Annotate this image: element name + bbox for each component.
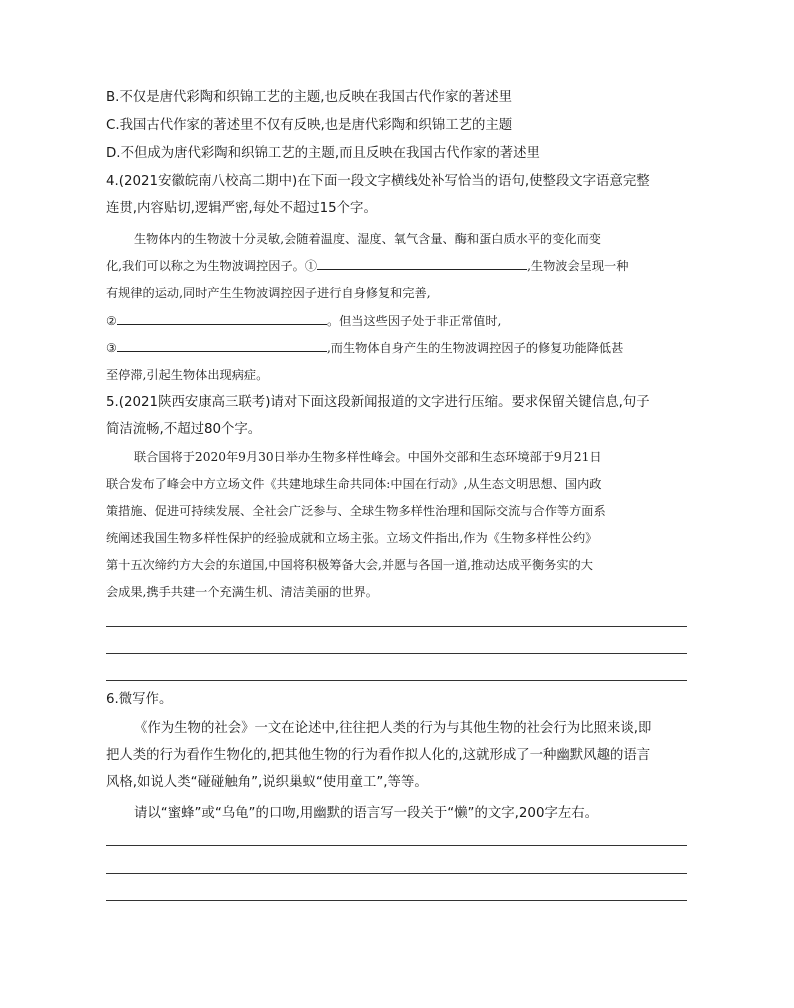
q5-answer-line-1[interactable] <box>106 626 687 627</box>
q4-prompt-line-1: 4.(2021安徽皖南八校高二期中)在下面一段文字横线处补写恰当的语句,使整段文字语意完整 <box>106 174 650 189</box>
q4-passage-line-1: 生物体内的生物波十分灵敏,会随着温度、湿度、氧气含量、酶和蛋白质水平的变化而变 <box>134 232 601 246</box>
q6-answer-line-2[interactable] <box>106 873 687 874</box>
q4-passage-line-4-text-a: ② <box>106 314 117 328</box>
option-c: C.我国古代作家的著述里不仅有反映,也是唐代彩陶和织锦工艺的主题 <box>106 118 513 133</box>
q5-answer-line-2[interactable] <box>106 653 687 654</box>
q6-answer-line-3[interactable] <box>106 900 687 901</box>
q6-answer-line-1[interactable] <box>106 845 687 846</box>
q4-passage-line-6: 至停滞,引起生物体出现病症。 <box>106 368 269 382</box>
q5-passage-line: 第十五次缔约方大会的东道国,中国将积极筹备大会,并愿与各国一道,推动达成平衡务实的大 <box>106 558 593 572</box>
q6-para1-line-1: 《作为生物的社会》一文在论述中,往往把人类的行为与其他生物的社会行为比照来谈,即 <box>134 721 652 736</box>
q4-passage-line-5 <box>106 338 623 358</box>
q4-prompt-line-2: 连贯,内容贴切,逻辑严密,每处不超过15个字。 <box>106 201 377 216</box>
q5-passage-line: 统阐述我国生物多样性保护的经验成就和立场主张。立场文件指出,作为《生物多样性公约》 <box>106 531 598 545</box>
q6-para1-line-3: 风格,如说人类“碰碰触角”,说织巢蚁“使用童工”,等等。 <box>106 775 428 790</box>
q4-passage-line-4-text-b: 。但当这些因子处于非正常值时, <box>326 314 502 328</box>
q4-blank-2[interactable] <box>117 311 327 325</box>
q4-passage-line-4 <box>106 311 501 331</box>
q5-prompt-line-2: 简洁流畅,不超过80个字。 <box>106 422 262 437</box>
q4-passage-line-3: 有规律的运动,同时产生生物波调控因子进行自身修复和完善, <box>106 286 431 300</box>
q5-prompt-line-1: 5.(2021陕西安康高三联考)请对下面这段新闻报道的文字进行压缩。要求保留关键信息,句子 <box>106 395 650 410</box>
q4-passage-line-2 <box>106 256 628 276</box>
q5-passage-line: 策措施、促进可持续发展、全社会广泛参与、全球生物多样性治理和国际交流与合作等方面系 <box>106 504 606 518</box>
q6-title: 6.微写作。 <box>106 692 173 707</box>
q5-passage-line: 联合发布了峰会中方立场文件《共建地球生命共同体:中国在行动》,从生态文明思想、国内政 <box>106 477 602 491</box>
q4-passage-line-2-text-a: 化,我们可以称之为生物波调控因子。① <box>106 259 318 273</box>
option-b: B.不仅是唐代彩陶和织锦工艺的主题,也反映在我国古代作家的著述里 <box>106 90 513 105</box>
q4-blank-3[interactable] <box>117 338 327 352</box>
q4-passage-line-5-text-b: ,而生物体自身产生的生物波调控因子的修复功能降低甚 <box>326 341 624 355</box>
q4-blank-1[interactable] <box>317 256 527 270</box>
q5-passage-line: 会成果,携手共建一个充满生机、清洁美丽的世界。 <box>106 585 378 599</box>
option-d: D.不但成为唐代彩陶和织锦工艺的主题,而且反映在我国古代作家的著述里 <box>106 146 540 161</box>
q4-passage-line-2-text-b: ,生物波会呈现一种 <box>527 259 629 273</box>
q4-passage-line-5-text-a: ③ <box>106 341 117 355</box>
q6-para1-line-2: 把人类的行为看作生物化的,把其他生物的行为看作拟人化的,这就形成了一种幽默风趣的语言 <box>106 748 651 763</box>
q6-para2: 请以“蜜蜂”或“乌龟”的口吻,用幽默的语言写一段关于“懒”的文字,200字左右。 <box>134 806 599 821</box>
q5-answer-line-3[interactable] <box>106 680 687 681</box>
q5-passage-line: 联合国将于2020年9月30日举办生物多样性峰会。中国外交部和生态环境部于9月21日 <box>134 450 602 464</box>
